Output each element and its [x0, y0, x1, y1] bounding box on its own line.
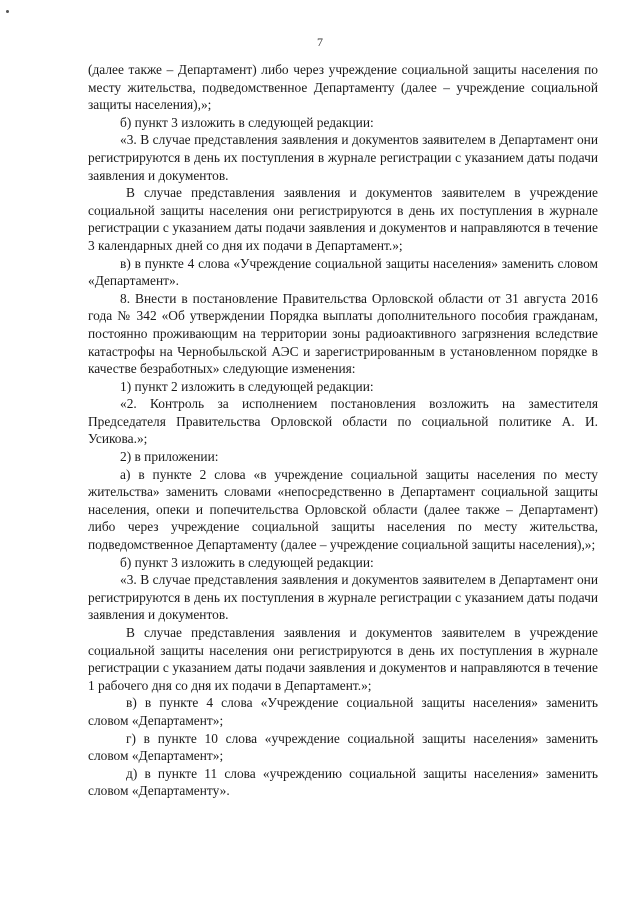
paragraph-section-8: 8. Внести в постановление Правительства Орловской области от 31 августа 2016 года № 342 «Об утверждении Порядка выплаты дополнительного пособия гражданам, постоянно проживающим на территории зоны радиоактивного загрязнения вследствие катастрофы на Чернобыльской АЭС и зарегистрированным в установленном порядке в качестве безработных» следующие изменения:: [88, 290, 598, 377]
page-number: 7: [317, 35, 323, 49]
paragraph-quote-3-2: «3. В случае представления заявления и документов заявителем в Департамент они регистрируются в день их поступления в журнале регистрации с указанием даты подачи заявления и документов.: [88, 572, 598, 623]
paragraph-quote-3: «3. В случае представления заявления и документов заявителем в Департамент они регистрируются в день их поступления в журнале регистрации с указанием даты подачи заявления и документов.: [88, 132, 598, 183]
paragraph-item-d: д) в пункте 11 слова «учреждению социальной защиты населения» заменить словом «Департаменту».: [88, 765, 598, 799]
paragraph-item-1: 1) пункт 2 изложить в следующей редакции:: [120, 378, 374, 394]
paragraph-continuation: (далее также – Департамент) либо через учреждение социальной защиты населения по месту жительства, подведомственное Департаменту (далее – учреждение социальной защиты населения),»;: [88, 62, 598, 113]
scan-speck: [6, 10, 9, 13]
paragraph-item-2: 2) в приложении:: [120, 449, 219, 465]
paragraph-item-b-2: б) пункт 3 изложить в следующей редакции:: [120, 554, 374, 570]
paragraph-item-v: в) в пункте 4 слова «Учреждение социальной защиты населения» заменить словом «Департамент».: [88, 255, 598, 289]
paragraph-item-a: а) в пункте 2 слова «в учреждение социальной защиты населения по месту жительства» заменить словами «непосредственно в Департамент социальной защиты населения, опеки и попечительства Орловской области (далее также – Департамент) либо через учреждение социальной защиты населения по месту жительства, подведомственное Департаменту (далее – учреждение социальной защиты населения),»;: [88, 466, 598, 553]
paragraph-quote-3-2-cont: В случае представления заявления и документов заявителем в учреждение социальной защиты населения они регистрируются в день их поступления в журнале регистрации с указанием даты подачи заявления и документов и направляются в течение 1 рабочего дня со дня их подачи в Департамент.»;: [88, 625, 598, 693]
paragraph-item-b: б) пункт 3 изложить в следующей редакции:: [120, 114, 374, 130]
paragraph-item-g: г) в пункте 10 слова «учреждение социальной защиты населения» заменить словом «Департамент»;: [88, 730, 598, 764]
paragraph-quote-3-cont: В случае представления заявления и документов заявителем в учреждение социальной защиты населения они регистрируются в день их поступления в журнале регистрации с указанием даты подачи заявления и документов и направляются в течение 3 календарных дней со дня их подачи в Департамент.»;: [88, 185, 598, 253]
paragraph-quote-2: «2. Контроль за исполнением постановления возложить на заместителя Председателя Правительства Орловской области по социальной политике А. И. Усикова.»;: [88, 396, 598, 447]
document-body: [88, 61, 598, 800]
paragraph-item-v-2: в) в пункте 4 слова «Учреждение социальной защиты населения» заменить словом «Департамент»;: [88, 695, 598, 728]
